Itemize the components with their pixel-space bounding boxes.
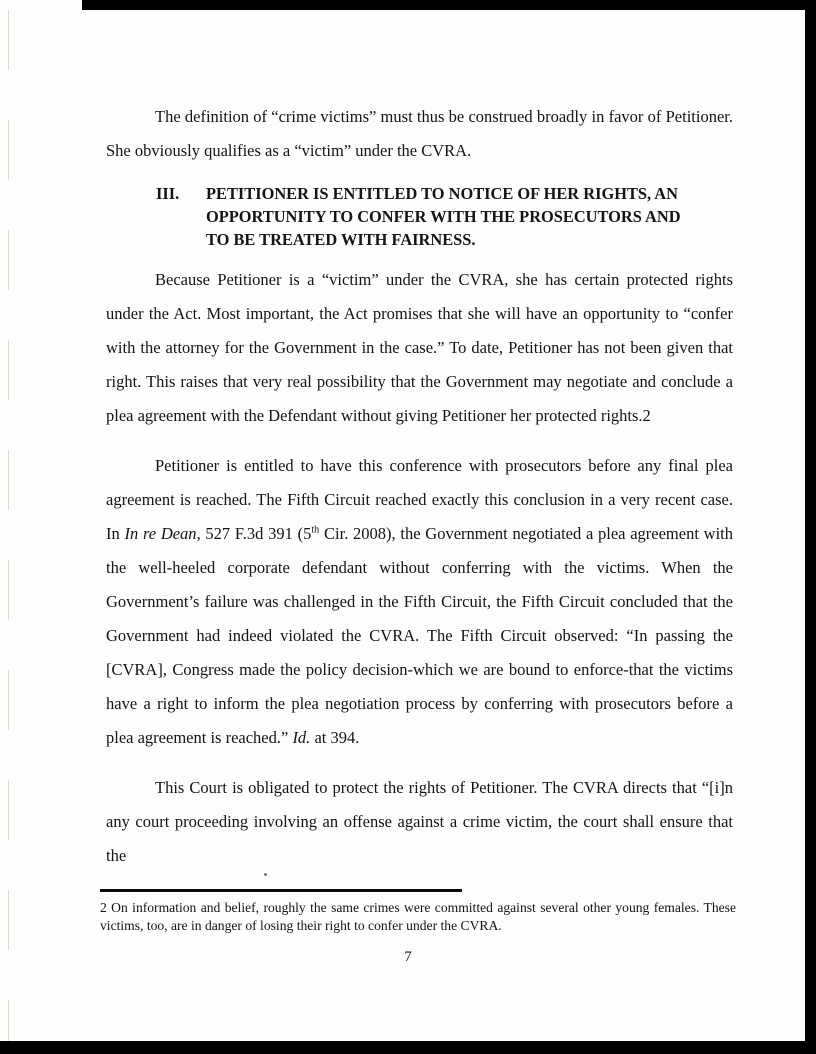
case-citation-in-re-dean: In re Dean [124, 524, 197, 543]
scan-edge-left-artifact [8, 10, 9, 1041]
paragraph-3 [106, 449, 733, 755]
id-citation: Id. [292, 728, 311, 747]
section-heading-iii [106, 182, 733, 251]
ordinal-superscript: th [311, 524, 320, 536]
scan-edge-bottom [0, 1041, 816, 1054]
document-body [106, 100, 733, 873]
footnote-2: 2 On information and belief, roughly the same crimes were committed against several other young females. These victims, too, are in danger of losing their right to confer under the CVRA. [100, 900, 736, 933]
footnote-area [100, 889, 736, 934]
paragraph-3-run-2: , 527 F.3d 391 (5 [196, 524, 312, 543]
paragraph-3-run-6: at 394. [310, 728, 360, 747]
section-number: III. [156, 184, 180, 203]
paragraph-3-run-0: Petitioner is entitled to have this conference with prosecutors before any final plea agreement is reached. The Fifth Circuit reached exactly this conclusion in a very recent case. In [106, 456, 733, 543]
scan-speck [264, 873, 267, 876]
paragraph-2: Because Petitioner is a “victim” under the CVRA, she has certain protected rights under the Act. Most important, the Act promises that she will have an opportunity to “confer with the attorney for the Government in the case.” To date, Petitioner has not been given that right. This raises that very real possibility that the Government may negotiate and conclude a plea agreement with the Defendant without giving Petitioner her protected rights.2 [106, 270, 733, 425]
scan-edge-top [82, 0, 816, 10]
scan-edge-right [805, 0, 816, 1054]
paragraph-1: The definition of “crime victims” must thus be construed broadly in favor of Petitioner. She obviously qualifies as a “victim” under the CVRA. [106, 107, 733, 160]
page-number: 7 [404, 949, 412, 965]
section-heading-text: PETITIONER IS ENTITLED TO NOTICE OF HER RIGHTS, AN OPPORTUNITY TO CONFER WITH THE PROSECUTORS AND TO BE TREATED WITH FAIRNESS. [206, 184, 681, 249]
paragraph-4: This Court is obligated to protect the rights of Petitioner. The CVRA directs that “[i]n any court proceeding involving an offense against a crime victim, the court shall ensure that the [106, 778, 733, 865]
footnote-separator [100, 889, 462, 892]
paragraph-3-run-4: Cir. 2008), the Government negotiated a plea agreement with the well-heeled corporate defendant without conferring with the victims. When the Government’s failure was challenged in the Fifth Circuit, the Fifth Circuit concluded that the Government had indeed violated the CVRA. The Fifth Circuit observed: “In passing the [CVRA], Congress made the policy decision-which we are bound to enforce-that the victims have a right to inform the plea negotiation process by conferring with prosecutors before a plea agreement is reached.” [106, 524, 733, 747]
